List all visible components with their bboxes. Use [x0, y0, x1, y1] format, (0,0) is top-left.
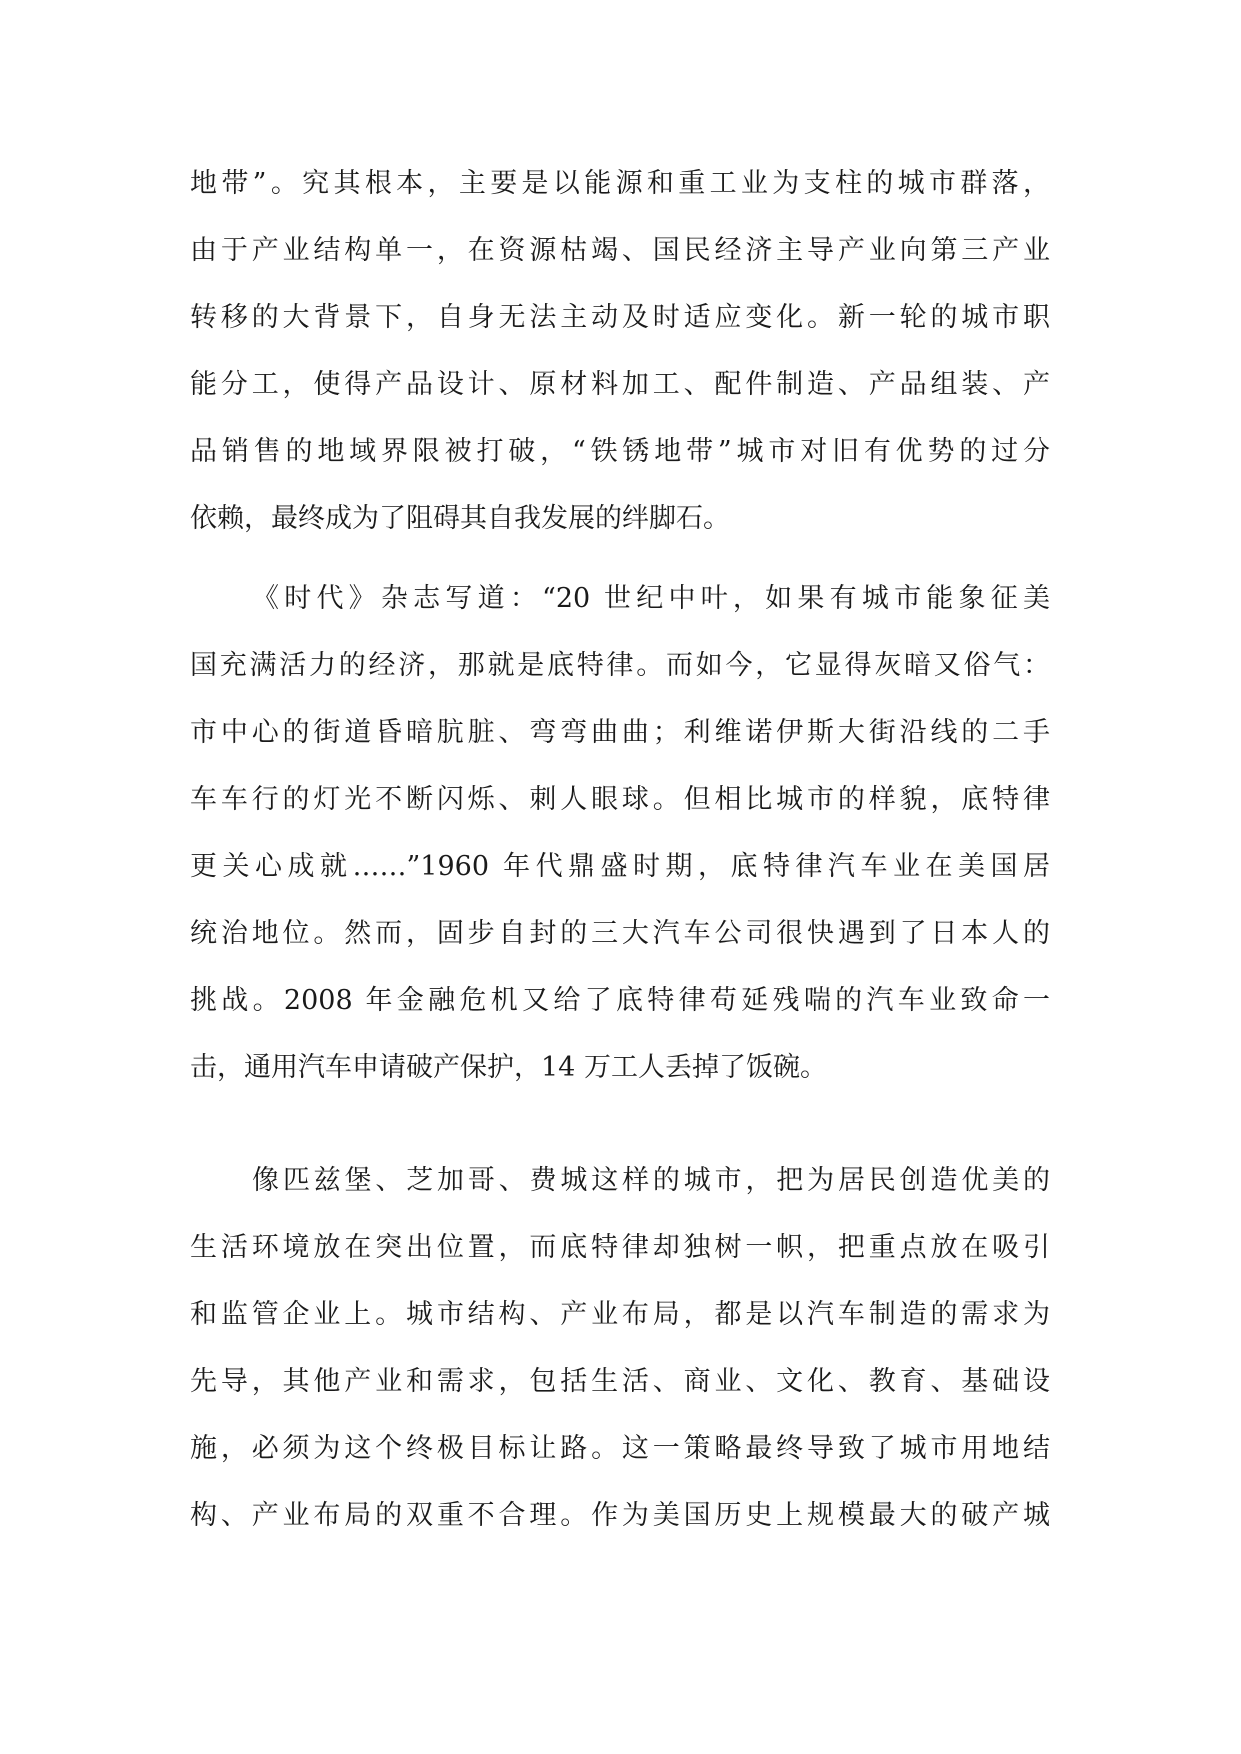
text-line: 国充满活力的经济，那就是底特律。而如今，它显得灰暗又俗气：	[190, 650, 1050, 681]
text-line: 地带”。究其根本，主要是以能源和重工业为支柱的城市群落，	[190, 168, 1050, 199]
text-line: 统治地位。然而，固步自封的三大汽车公司很快遇到了日本人的	[190, 918, 1050, 949]
text-line: 转移的大背景下，自身无法主动及时适应变化。新一轮的城市职	[190, 302, 1050, 333]
text-line: 车车行的灯光不断闪烁、刺人眼球。但相比城市的样貌，底特律	[190, 784, 1050, 815]
paragraph-rust-belt	[190, 150, 1050, 552]
text-line: 和监管企业上。城市结构、产业布局，都是以汽车制造的需求为	[190, 1299, 1050, 1330]
text-line: 更关心成就……”1960 年代鼎盛时期，底特律汽车业在美国居	[190, 851, 1050, 882]
text-line: 构、产业布局的双重不合理。作为美国历史上规模最大的破产城	[190, 1500, 1050, 1531]
text-line: 《时代》杂志写道：“20 世纪中叶，如果有城市能象征美	[252, 583, 1050, 614]
text-line: 挑战。2008 年金融危机又给了底特律苟延残喘的汽车业致命一	[190, 985, 1050, 1016]
text-line: 能分工，使得产品设计、原材料加工、配件制造、产品组装、产	[190, 369, 1050, 400]
text-line: 市中心的街道昏暗肮脏、弯弯曲曲；利维诺伊斯大街沿线的二手	[190, 717, 1050, 748]
paragraph-city-comparison	[190, 1147, 1050, 1549]
text-line: 先导，其他产业和需求，包括生活、商业、文化、教育、基础设	[190, 1366, 1050, 1397]
text-line: 施，必须为这个终极目标让路。这一策略最终导致了城市用地结	[190, 1433, 1050, 1464]
text-line: 像匹兹堡、芝加哥、费城这样的城市，把为居民创造优美的	[252, 1165, 1050, 1196]
text-line: 生活环境放在突出位置，而底特律却独树一帜，把重点放在吸引	[190, 1232, 1050, 1263]
text-line: 由于产业结构单一，在资源枯竭、国民经济主导产业向第三产业	[190, 235, 1050, 266]
text-line: 击，通用汽车申请破产保护，14 万工人丢掉了饭碗。	[190, 1052, 827, 1083]
text-line: 依赖，最终成为了阻碍其自我发展的绊脚石。	[190, 503, 730, 534]
text-line: 品销售的地域界限被打破，“铁锈地带”城市对旧有优势的过分	[190, 436, 1050, 467]
paragraph-time-magazine	[190, 565, 1050, 1101]
